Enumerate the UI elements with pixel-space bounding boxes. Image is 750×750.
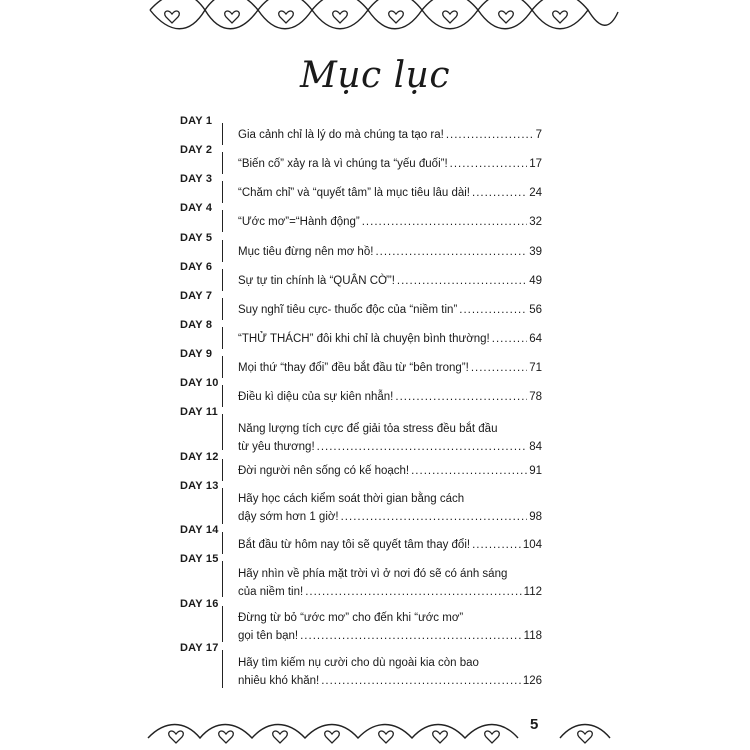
toc-page-number: 49 [529,275,542,287]
toc-divider [222,532,223,554]
toc-entry-title: của niềm tin! [238,586,304,598]
page-title: Mục lục [299,55,450,96]
toc-divider [222,298,223,320]
toc-entry[interactable] [238,565,542,601]
dot-leader [411,462,527,480]
toc-page-number: 84 [529,441,542,453]
toc-entry-title: dậy sớm hơn 1 giờ! [238,511,339,523]
toc-day-label: DAY 7 [180,290,213,302]
toc-entry-title: Hãy tìm kiếm nụ cười cho dù ngoài kia còn bao [238,657,479,669]
toc-divider [222,356,223,378]
toc-page-number: 7 [535,129,542,141]
toc-page-number: 91 [529,465,542,477]
dot-leader [472,184,527,202]
toc-day-label: DAY 17 [180,642,219,654]
dot-leader [317,438,528,456]
dot-leader [300,627,522,645]
toc-page-number: 39 [529,246,542,258]
toc-entry-title: “THỬ THÁCH” đôi khi chỉ là chuyện bình thường! [238,333,490,345]
toc-divider [222,414,223,450]
toc-divider [222,561,223,597]
toc-page-number: 118 [523,630,542,642]
dot-leader [492,330,527,348]
toc-entry[interactable] [238,126,542,144]
toc-entry[interactable] [238,490,542,526]
toc-page-number: 56 [529,304,542,316]
dot-leader [305,583,521,601]
toc-day-label: DAY 2 [180,144,213,156]
toc-entry[interactable] [238,301,542,319]
toc-divider [222,327,223,349]
toc-day-label: DAY 6 [180,261,213,273]
toc-entry-title: Hãy nhìn về phía mặt trời vì ở nơi đó sẽ có ánh sáng [238,568,508,580]
toc-entry-title: nhiêu khó khăn! [238,675,320,687]
toc-entry-title: Đừng từ bỏ “ước mơ” cho đến khi “ước mơ” [238,612,464,624]
toc-entry-title: Hãy học cách kiểm soát thời gian bằng cách [238,493,465,505]
toc-entry[interactable] [238,654,542,690]
toc-day-label: DAY 13 [180,480,219,492]
toc-entry-title: Mục tiêu đừng nên mơ hồ! [238,246,374,258]
dot-leader [362,213,527,231]
dot-leader [446,126,534,144]
toc-entry[interactable] [238,213,542,231]
toc-entry-title: Bắt đầu từ hôm nay tôi sẽ quyết tâm thay đổi! [238,539,471,551]
toc-day-label: DAY 3 [180,173,213,185]
toc-page-number: 32 [529,216,542,228]
toc-day-label: DAY 14 [180,524,219,536]
dot-leader [375,243,527,261]
toc-page-number: 104 [522,539,542,551]
toc-entry[interactable] [238,272,542,290]
toc-entry-title: “Biến cố” xảy ra là vì chúng ta “yếu đuối”! [238,158,448,170]
toc-divider [222,606,223,642]
toc-divider [222,650,223,688]
decorative-border-bottom [0,712,750,750]
dot-leader [321,672,521,690]
toc-entry[interactable] [238,536,542,554]
toc-divider [222,123,223,145]
dot-leader [471,359,527,377]
toc-page-number: 71 [529,362,542,374]
dot-leader [395,388,527,406]
toc-entry[interactable] [238,388,542,406]
toc-day-label: DAY 16 [180,598,219,610]
page-number: 5 [530,716,539,733]
toc-divider [222,459,223,481]
toc-day-label: DAY 4 [180,202,213,214]
toc-day-label: DAY 10 [180,377,219,389]
toc-day-label: DAY 11 [180,406,218,418]
toc-entry[interactable] [238,243,542,261]
toc-entry-title: Sự tự tin chính là “QUÂN CỜ”! [238,275,395,287]
dot-leader [472,536,521,554]
toc-entry-title: “Chăm chỉ” và “quyết tâm” là mục tiêu lâu dài! [238,187,471,199]
toc-day-label: DAY 5 [180,232,213,244]
toc-page-number: 98 [529,511,542,523]
toc-day-label: DAY 9 [180,348,213,360]
toc-entry[interactable] [238,420,542,456]
toc-page-number: 17 [529,158,542,170]
toc-entry[interactable] [238,359,542,377]
toc-page-number: 24 [529,187,542,199]
toc-entry[interactable] [238,609,542,645]
toc-day-label: DAY 12 [180,451,219,463]
toc-page-number: 64 [529,333,542,345]
toc-divider [222,240,223,262]
toc-entry[interactable] [238,155,542,173]
toc-divider [222,152,223,174]
toc-entry-title: “Ước mơ”=“Hành động” [238,216,360,228]
toc-entry-title: Suy nghĩ tiêu cực- thuốc độc của “niềm tin” [238,304,458,316]
toc-entry[interactable] [238,330,542,348]
toc-day-label: DAY 15 [180,553,219,565]
toc-divider [222,210,223,232]
dot-leader [341,508,528,526]
toc-day-label: DAY 1 [180,115,213,127]
toc-entry-title: Mọi thứ “thay đổi” đều bắt đầu từ “bên trong”! [238,362,469,374]
dot-leader [397,272,527,290]
dot-leader [459,301,527,319]
toc-entry-title: Điều kì diệu của sự kiên nhẫn! [238,391,394,403]
toc-divider [222,181,223,203]
toc-entry-title: từ yêu thương! [238,441,315,453]
toc-entry[interactable] [238,462,542,480]
toc-divider [222,385,223,407]
toc-page-number: 126 [522,675,542,687]
toc-day-label: DAY 8 [180,319,213,331]
toc-page-number: 112 [523,586,542,598]
toc-entry-title: gọi tên bạn! [238,630,299,642]
toc-entry-title: Gia cảnh chỉ là lý do mà chúng ta tạo ra! [238,129,444,141]
toc-entry[interactable] [238,184,542,202]
toc-divider [222,488,223,524]
dot-leader [450,155,528,173]
toc-divider [222,269,223,291]
toc-page-number: 78 [529,391,542,403]
toc-entry-title: Đời người nên sống có kế hoạch! [238,465,410,477]
toc-entry-title: Năng lượng tích cực để giải tỏa stress đều bắt đầu [238,423,498,435]
